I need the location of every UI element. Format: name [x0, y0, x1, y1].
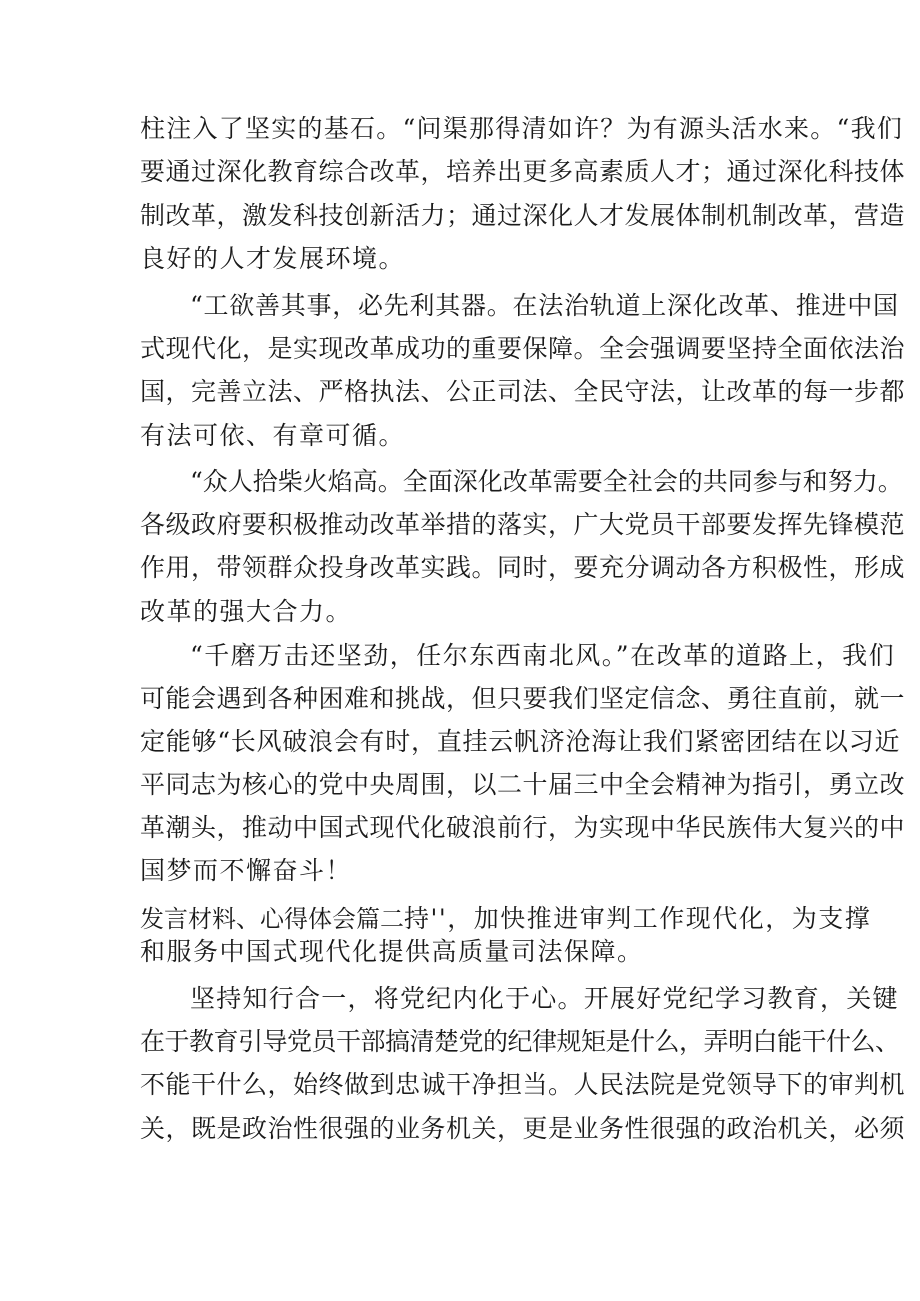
- body-text-line: 定能够“长风破浪会有时，直挂云帆济沧海让我们紧密团结在以习近: [140, 727, 901, 756]
- body-text-line: 不能干什么，始终做到忠诚干净担当。人民法院是党领导下的审判机: [140, 1070, 906, 1099]
- body-text-line: 良好的人才发展环境。: [140, 244, 406, 273]
- body-text-line: 在于教育引导党员干部搞清楚党的纪律规矩是什么，弄明白能干什么、: [140, 1027, 900, 1056]
- paragraph-start-line: “众人拾柴火焰高。全面深化改革需要全社会的共同参与和努力。: [190, 467, 903, 496]
- body-text-line: 革潮头，推动中国式现代化破浪前行，为实现中华民族伟大复兴的中: [140, 813, 906, 842]
- body-text-line: 各级政府要积极推动改革举措的落实，广大党员干部要发挥先锋模范: [140, 510, 906, 539]
- body-text-line: 关，既是政治性很强的业务机关，更是业务性很强的政治机关，必须: [140, 1114, 906, 1143]
- body-text-line: 作用，带领群众投身改革实践。同时，要充分调动各方积极性，形成: [140, 553, 906, 582]
- heading-line-text: 持''，加快推进审判工作现代化，为支撑: [404, 904, 872, 933]
- body-text-line: 有法可依、有章可循。: [140, 421, 406, 450]
- paragraph-start-line: “工欲善其事，必先利其器。在法治轨道上深化改革、推进中国: [190, 291, 899, 320]
- body-text-line: 国，完善立法、严格执法、公正司法、全民守法，让改革的每一步都: [140, 377, 906, 406]
- section-heading-line: [140, 904, 871, 934]
- body-text-line: 式现代化，是实现改革成功的重要保障。全会强调要坚持全面依法治: [140, 334, 906, 363]
- body-text-line: 改革的强大合力。: [140, 597, 353, 626]
- paragraph-start-line: “千磨万击还坚劲，任尔东西南北风。”在改革的道路上，我们: [190, 641, 896, 670]
- paragraph-start-line: 坚持知行合一，将党纪内化于心。开展好党纪学习教育，关键: [190, 984, 899, 1013]
- body-text-line: 柱注入了坚实的基石。“问渠那得清如许？为有源头活水来。“我们: [140, 114, 904, 143]
- body-text-line: 国梦而不懈奋斗！: [140, 856, 353, 885]
- body-text-line: 可能会遇到各种困难和挑战，但只要我们坚定信念、勇往直前，就一: [140, 684, 906, 713]
- body-text-line: 要通过深化教育综合改革，培养出更多高素质人才；通过深化科技体: [140, 157, 906, 186]
- body-text-line: 制改革，激发科技创新活力；通过深化人才发展体制机制改革，营造: [140, 201, 906, 230]
- body-text-line: 和服务中国式现代化提供高质量司法保障。: [140, 937, 644, 966]
- body-text-line: 平同志为核心的党中央周围，以二十届三中全会精神为指引，勇立改: [140, 770, 906, 799]
- section-heading: 发言材料、心得体会篇二: [140, 905, 404, 933]
